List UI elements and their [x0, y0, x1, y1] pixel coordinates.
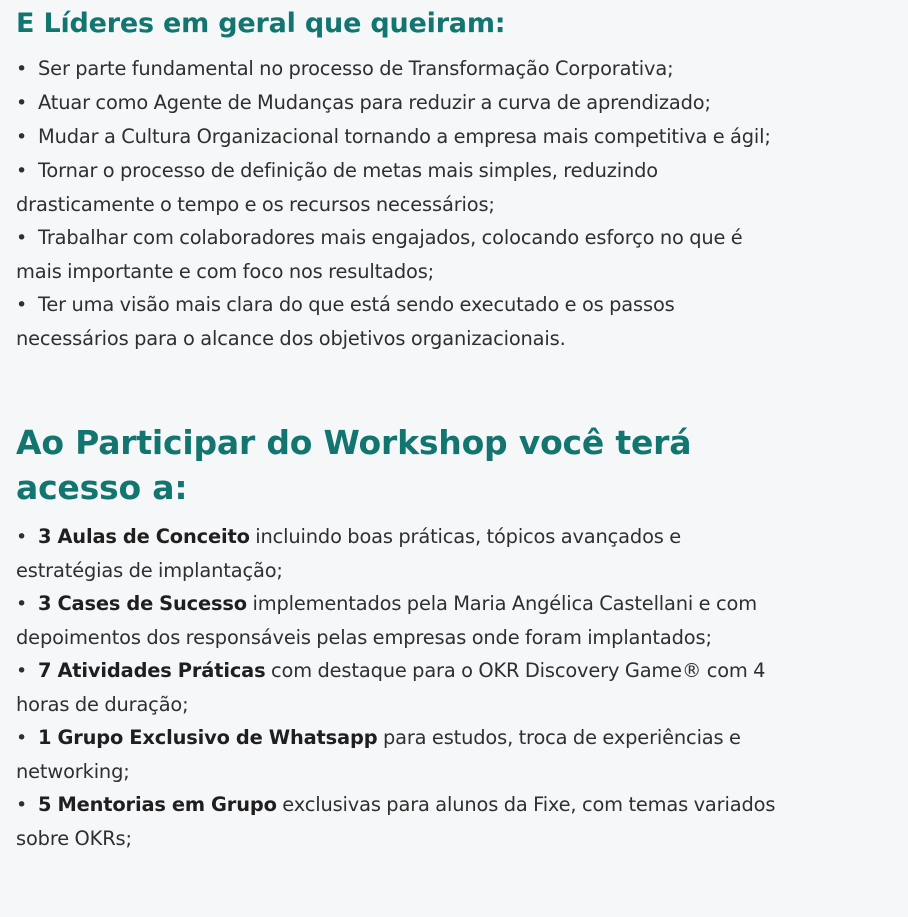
bullet-icon: • — [16, 727, 28, 749]
list-item — [16, 288, 786, 355]
content-column — [16, 0, 786, 855]
list-item — [16, 120, 786, 154]
list-item — [16, 86, 786, 120]
list-item — [16, 654, 786, 721]
list-item-text: Mudar a Cultura Organizacional tornando a empresa mais competitiva e ágil; — [38, 125, 771, 148]
leaders-list — [16, 52, 786, 355]
workshop-list — [16, 520, 786, 855]
bullet-icon: • — [16, 126, 28, 148]
list-item-text: exclusivas para alunos da Fixe, com temas variados sobre OKRs; — [16, 793, 776, 850]
list-item — [16, 587, 786, 654]
list-item-text: incluindo boas práticas, tópicos avançados e estratégias de implantação; — [16, 525, 682, 582]
list-item-text: Atuar como Agente de Mudanças para reduzir a curva de aprendizado; — [38, 91, 711, 114]
bullet-icon: • — [16, 160, 28, 182]
list-item-highlight: 3 Aulas de Conceito — [38, 525, 250, 548]
list-item — [16, 788, 786, 855]
bullet-icon: • — [16, 593, 28, 615]
list-item-text: com destaque para o OKR Discovery Game® com 4 horas de duração; — [16, 659, 766, 716]
list-item-text: implementados pela Maria Angélica Castellani e com depoimentos dos responsáveis pelas empresas onde foram implantados; — [16, 592, 757, 649]
workshop-heading: Ao Participar do Workshop você terá acesso a: — [16, 423, 692, 507]
list-item — [16, 520, 786, 587]
list-item-highlight: 3 Cases de Sucesso — [38, 592, 247, 615]
list-item-text: para estudos, troca de experiências e networking; — [16, 726, 741, 783]
bullet-icon: • — [16, 227, 28, 249]
bullet-icon: • — [16, 58, 28, 80]
list-item-text: Trabalhar com colaboradores mais engajados, colocando esforço no que é mais importante e com foco nos resultados; — [16, 226, 743, 283]
list-item-highlight: 5 Mentorias em Grupo — [38, 793, 277, 816]
list-item — [16, 154, 786, 221]
bullet-icon: • — [16, 794, 28, 816]
list-item-text: Tornar o processo de definição de metas mais simples, reduzindo drasticamente o tempo e os recursos necessários; — [16, 159, 659, 216]
list-item-text: Ser parte fundamental no processo de Transformação Corporativa; — [38, 57, 674, 80]
list-item — [16, 721, 786, 788]
list-item-text: Ter uma visão mais clara do que está sendo executado e os passos necessários para o alcance dos objetivos organizacionais. — [16, 293, 675, 350]
list-item-highlight: 7 Atividades Práticas — [38, 659, 266, 682]
bullet-icon: • — [16, 294, 28, 316]
bullet-icon: • — [16, 660, 28, 682]
list-item — [16, 221, 786, 288]
bullet-icon: • — [16, 526, 28, 548]
list-item — [16, 52, 786, 86]
leaders-heading: E Líderes em geral que queiram: — [16, 8, 506, 39]
bullet-icon: • — [16, 92, 28, 114]
list-item-highlight: 1 Grupo Exclusivo de Whatsapp — [38, 726, 378, 749]
